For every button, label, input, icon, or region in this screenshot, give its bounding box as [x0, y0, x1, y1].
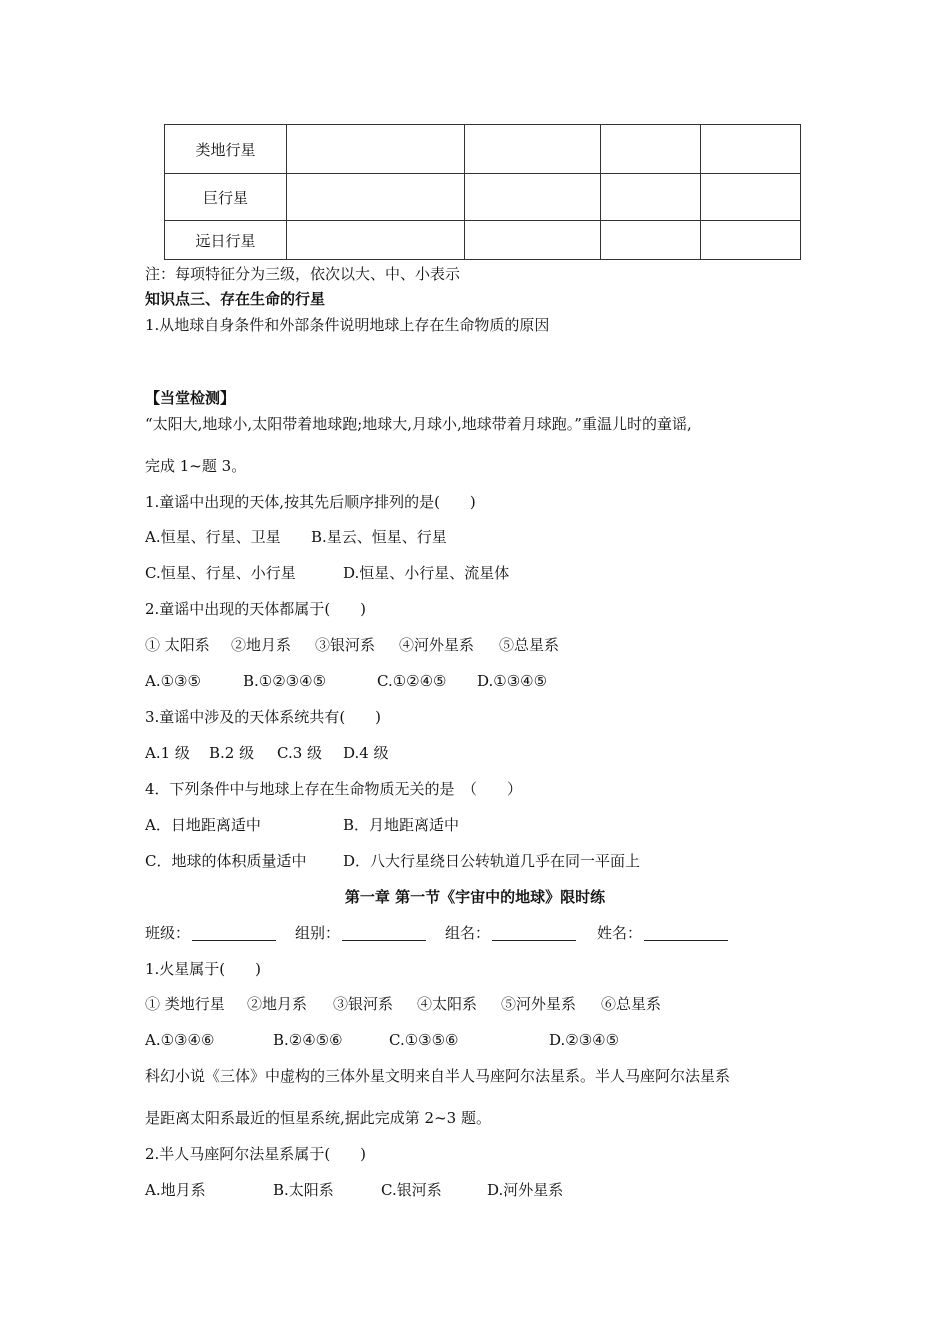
row-label: 类地行星: [165, 125, 287, 174]
option: D.河外星系: [487, 1181, 564, 1199]
option: A.①③⑤: [145, 672, 201, 690]
row-label: 巨行星: [165, 174, 287, 221]
table-row: [165, 125, 801, 174]
passage-text: “太阳大,地球小,太阳带着地球跑;地球大,月球小,地球带着月球跑。”重温儿时的童谣,: [145, 415, 692, 433]
option: A.地月系: [145, 1181, 206, 1199]
option: B.太阳系: [273, 1181, 334, 1199]
choice: ④河外星系: [399, 636, 475, 654]
option: A．日地距离适中: [145, 816, 261, 834]
option: C.3 级: [277, 744, 323, 762]
option: C.银河系: [381, 1181, 442, 1199]
choice: ③银河系: [315, 636, 376, 654]
choice: ③银河系: [333, 995, 394, 1013]
class-field[interactable]: 班级：: [145, 923, 276, 943]
option: A.1 级: [145, 744, 190, 762]
choice: ②地月系: [231, 636, 292, 654]
student-name-field[interactable]: 姓名：: [597, 923, 728, 943]
page-title: 第一章 第一节《宇宙中的地球》限时练: [344, 888, 606, 906]
section-heading: 【当堂检测】: [145, 389, 236, 407]
option: D.恒星、小行星、流星体: [343, 564, 510, 582]
question-text: 2.半人马座阿尔法星系属于( ): [145, 1145, 367, 1163]
group-name-field[interactable]: 组名：: [445, 923, 576, 943]
option: C.①③⑤⑥: [389, 1031, 459, 1049]
choice: ⑥总星系: [601, 995, 662, 1013]
choice: ⑤总星系: [499, 636, 560, 654]
option: D.①③④⑤: [477, 672, 548, 690]
option: C.①②④⑤: [377, 672, 447, 690]
option: B．月地距离适中: [343, 816, 460, 834]
table-note: 注：每项特征分为三级，依次以大、中、小表示: [145, 265, 461, 283]
question-text: 1.童谣中出现的天体,按其先后顺序排列的是( ): [145, 493, 476, 511]
option: D.②③④⑤: [549, 1031, 620, 1049]
group-field[interactable]: 组别：: [295, 923, 426, 943]
question-text: 1.火星属于( ): [145, 960, 262, 978]
option: B.2 级: [209, 744, 255, 762]
option: B.星云、恒星、行星: [311, 528, 447, 546]
choice: ⑤河外星系: [501, 995, 577, 1013]
passage-text: 科幻小说《三体》中虚构的三体外星文明来自半人马座阿尔法星系。半人马座阿尔法星系: [145, 1067, 731, 1085]
option: D.4 级: [343, 744, 389, 762]
option: A.恒星、行星、卫星: [145, 528, 281, 546]
choice: ②地月系: [247, 995, 308, 1013]
table-row: [165, 221, 801, 260]
section-heading: 知识点三、存在生命的行星: [145, 290, 326, 308]
choice: ① 类地行星: [145, 995, 225, 1013]
passage-text: 是距离太阳系最近的恒星系统,据此完成第 2~3 题。: [145, 1109, 491, 1127]
planet-feature-table: [164, 124, 801, 260]
question-text: 2.童谣中出现的天体都属于( ): [145, 600, 367, 618]
option: C．地球的体积质量适中: [145, 852, 307, 870]
row-label: 远日行星: [165, 221, 287, 260]
option: D．八大行星绕日公转轨道几乎在同一平面上: [343, 852, 641, 870]
question-text: 1.从地球自身条件和外部条件说明地球上存在生命物质的原因: [145, 316, 550, 334]
option: B.①②③④⑤: [243, 672, 327, 690]
option: A.①③④⑥: [145, 1031, 215, 1049]
option: B.②④⑤⑥: [273, 1031, 343, 1049]
option: C.恒星、行星、小行星: [145, 564, 296, 582]
choice: ④太阳系: [417, 995, 478, 1013]
question-text: 4．下列条件中与地球上存在生命物质无关的是 （ ）: [145, 780, 523, 798]
table-row: [165, 174, 801, 221]
passage-text: 完成 1~题 3。: [145, 457, 247, 475]
question-text: 3.童谣中涉及的天体系统共有( ): [145, 708, 382, 726]
choice: ① 太阳系: [145, 636, 210, 654]
